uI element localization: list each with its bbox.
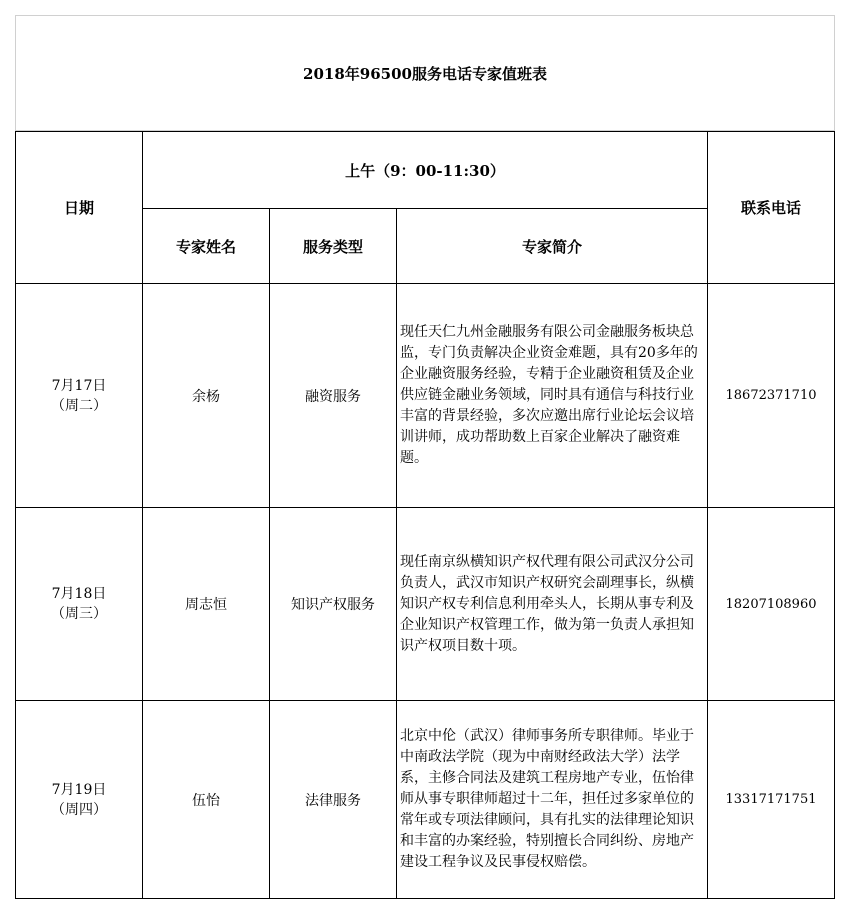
contact-phone: 18207108960 bbox=[708, 508, 835, 701]
date-text: 7月17日 bbox=[51, 377, 107, 394]
header-session: 上午（9：00-11:30） bbox=[143, 132, 708, 209]
expert-name: 伍怡 bbox=[143, 701, 270, 899]
header-date: 日期 bbox=[16, 132, 143, 284]
weekday-text: （周二） bbox=[51, 397, 107, 414]
table-row bbox=[16, 701, 835, 899]
contact-phone: 18672371710 bbox=[708, 284, 835, 508]
header-name: 专家姓名 bbox=[143, 209, 270, 284]
header-service: 服务类型 bbox=[270, 209, 397, 284]
expert-name: 余杨 bbox=[143, 284, 270, 508]
service-type: 知识产权服务 bbox=[270, 508, 397, 701]
table-row bbox=[16, 284, 835, 508]
expert-intro: 北京中伦（武汉）律师事务所专职律师。毕业于中南政法学院（现为中南财经政法大学）法学系，主修合同法及建筑工程房地产专业，伍怡律师从事专职律师超过十二年，担任过多家单位的常年或专项法律顾问，具有扎实的法律理论知识和丰富的办案经验，特别擅长合同纠纷、房地产建设工程争议及民事侵权赔偿。 bbox=[397, 701, 708, 899]
header-intro: 专家简介 bbox=[397, 209, 708, 284]
weekday-text: （周三） bbox=[51, 606, 107, 622]
date-cell bbox=[16, 284, 143, 508]
service-type: 法律服务 bbox=[270, 701, 397, 899]
weekday-text: （周四） bbox=[51, 801, 107, 818]
service-type: 融资服务 bbox=[270, 284, 397, 508]
header-phone: 联系电话 bbox=[708, 132, 835, 284]
expert-name: 周志恒 bbox=[143, 508, 270, 701]
duty-roster-table bbox=[15, 131, 835, 899]
date-cell bbox=[16, 508, 143, 701]
date-cell bbox=[16, 701, 143, 899]
roster-title: 2018年96500服务电话专家值班表 bbox=[15, 15, 835, 131]
date-text: 7月19日 bbox=[51, 781, 107, 798]
header-row-1 bbox=[16, 132, 835, 209]
contact-phone: 13317171751 bbox=[708, 701, 835, 899]
expert-intro: 现任天仁九州金融服务有限公司金融服务板块总监，专门负责解决企业资金难题，具有20多年的企业融资服务经验，专精于企业融资租赁及企业供应链金融业务领域，同时具有通信与科技行业丰富的背景经验，多次应邀出席行业论坛会议培训讲师，成功帮助数上百家企业解决了融资难题。 bbox=[397, 284, 708, 508]
expert-intro: 现任南京纵横知识产权代理有限公司武汉分公司负责人，武汉市知识产权研究会副理事长，纵横知识产权专利信息利用牵头人，长期从事专利及企业知识产权管理工作，做为第一负责人承担知识产权项目数十项。 bbox=[397, 508, 708, 701]
table-row bbox=[16, 508, 835, 701]
date-text: 7月18日 bbox=[51, 586, 107, 602]
